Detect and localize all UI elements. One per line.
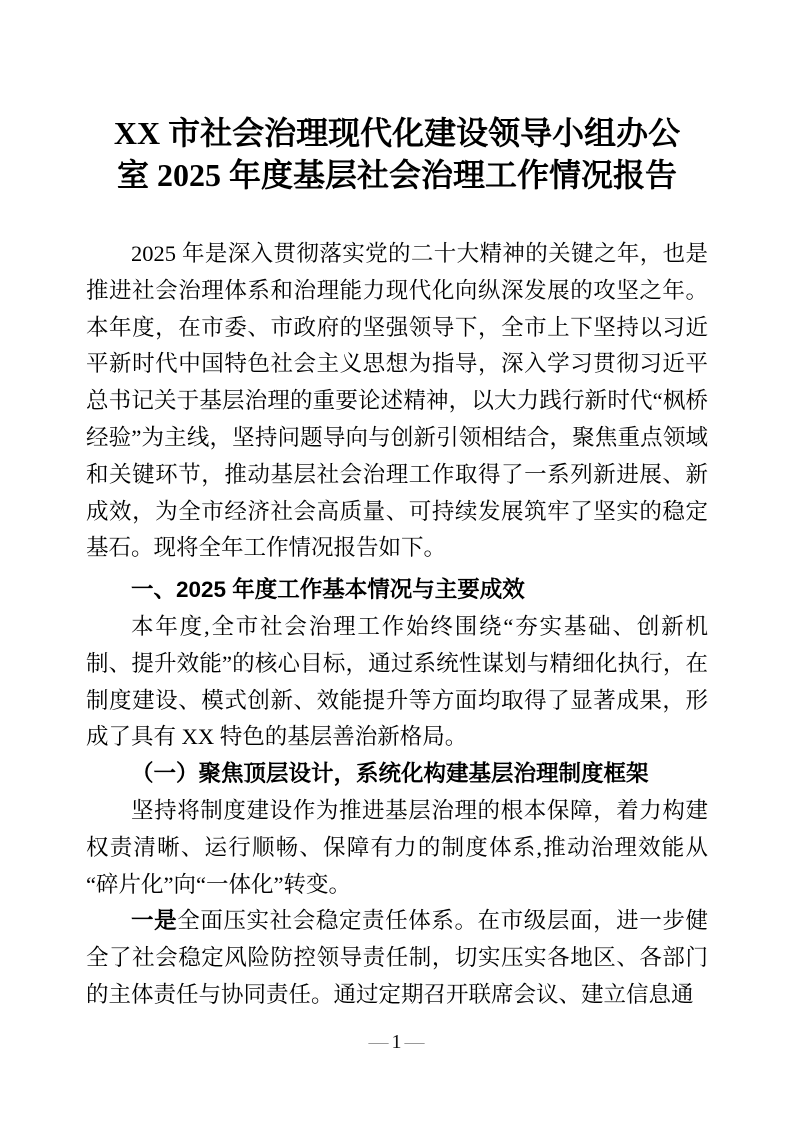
subsection-1-1-paragraph: 坚持将制度建设作为推进基层治理的根本保障，着力构建权责清晰、运行顺畅、保障有力的制度体系,推动治理效能从“碎片化”向“一体化”转变。 — [86, 797, 708, 897]
footer-dash-right: — — [404, 1031, 425, 1053]
point-1-lead: 一是 — [131, 908, 178, 934]
document-content — [86, 0, 708, 1014]
section-1-intro-paragraph: 本年度,全市社会治理工作始终围绕“夯实基础、创新机制、提升效能”的核心目标，通过系统性谋划与精细化执行，在制度建设、模式创新、效能提升等方面均取得了显著成果，形成了具有 XX 特色的基层善治新格局。 — [86, 613, 708, 750]
subsection-1-1-heading: （一）聚焦顶层设计，系统化构建基层治理制度框架 — [131, 761, 649, 787]
document-title-line-1: XX 市社会治理现代化建设领导小组办公 — [113, 115, 681, 151]
intro-paragraph: 2025 年是深入贯彻落实党的二十大精神的关键之年，也是推进社会治理体系和治理能力现代化向纵深发展的攻坚之年。本年度，在市委、市政府的坚强领导下，全市上下坚持以习近平新时代中国特色社会主义思想为指导，深入学习贯彻习近平总书记关于基层治理的重要论述精神，以大力践行新时代“枫桥经验”为主线，坚持问题导向与创新引领相结合，聚焦重点领域和关键环节，推动基层社会治理工作取得了一系列新进展、新成效，为全市经济社会高质量、可持续发展筑牢了坚实的稳定基石。现将全年工作情况报告如下。 — [86, 241, 708, 561]
page-footer — [0, 1031, 793, 1053]
document-title — [86, 0, 708, 196]
footer-dash-left: — — [368, 1031, 389, 1053]
page-number: 1 — [391, 1031, 402, 1053]
section-1-heading: 一、2025 年度工作基本情况与主要成效 — [131, 577, 525, 603]
document-title-line-2: 室 2025 年度基层社会治理工作情况报告 — [116, 157, 677, 193]
point-1-text: 全面压实社会稳定责任体系。在市级层面，进一步健全了社会稳定风险防控领导责任制，切实压实各地区、各部门的主体责任与协同责任。通过定期召开联席会议、建立信息通 — [86, 908, 708, 1007]
document-body — [86, 236, 708, 1014]
point-1-paragraph — [86, 903, 708, 1013]
